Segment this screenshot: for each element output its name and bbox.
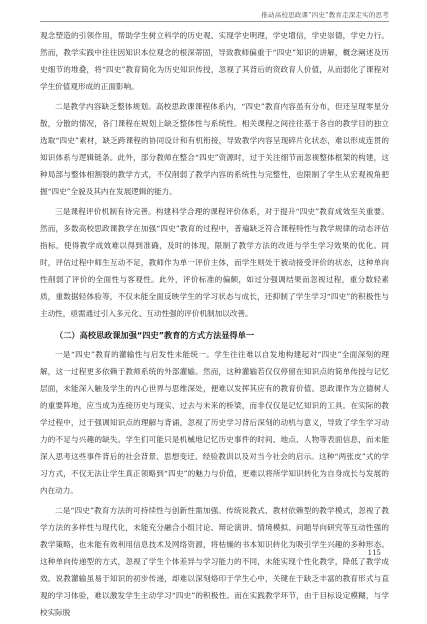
section-title: （二）高校思政课加强“四史”教育的方式方法显得单一: [55, 330, 255, 340]
body-text: [40, 27, 389, 624]
paragraph-2: 二是教学内容缺乏整体规划。高校思政课课程体系内，“四史”教育内容虽有分布，但还呈现零星分散，分散的情况，各门课程在规划上缺乏整体性与系统性。相关课程之间往往基于各自的教学目的独立选取“四史”素材，缺乏跨课程的协同设计和有机衔接，导致教学内容呈现碎片化状态，难以形成连贯的知识体系与逻辑链条。此外，部分教师在整合“四史”资源时，过于关注细节而忽视整体框架的构建，这种局部与整体相割裂的教学方式，不仅削弱了教学内容的系统性与完整性，也限制了学生从宏观视角把握“四史”全貌及其内在发展逻辑的能力。: [40, 102, 389, 196]
running-header: 推动高校思政课“四史”教育走深走实的思考: [261, 11, 389, 19]
paragraph-5: 二是“四史”教育方法的可持续性与创新性需加强。传统说教式、教材依赖型的教学模式，忽视了教学方法的多样性与现代化，未能充分融合小组讨论、辩论演讲、情境模拟、问题导向研究等互动性强的教学策略，也未能有效利用信息技术及网络资源，将枯燥的书本知识转化为吸引学生兴趣的多种形态。这种单向传递型的方式，忽视了学生个体差异与学习能力的不同，未能实现个性化教学，降低了教学成效。说教灌输虽易于知识的初步传递，却难以深刻烙印于学生心中，关键在于缺乏丰富的教育形式与直观的学习体验，难以激发学生主动学习“四史”的积极性。而在实践教学环节，由于目标设定模糊，与学校实际脱: [40, 506, 389, 617]
paragraph-1: 观念塑造的引领作用，帮助学生树立科学的历史观、实现学史明理，学史增信，学史崇德，学史力行。然而，教学实践中往往因知识本位观念的根深蒂固，导致教师偏重于“四史”知识的讲解，概念阐述及历史细节的堆叠，将“四史”教育简化为历史知识传授，忽视了其背后的资政育人价值，从而弱化了课程对学生价值观形成的正面影响。: [40, 31, 389, 91]
header-rule: [40, 21, 389, 22]
paragraph-4: 一是“四史”教育的灌输性与启发性未能统一。学生往往难以自发地构建起对“四史”全面深刻的理解，这一过程更多依赖于教师系统的外部灌输。然而，这种灌输若仅仅停留在知识点的简单传授与记忆层面，未能深入触及学生的内心世界与思维深处，便难以发挥其应有的教育价值。思政课作为立德树人的重要阵地，应当成为连接历史与现实、过去与未来的桥梁，而非仅仅是记忆知识的工具。在实际的教学过程中，过于强调知识点的理解与背诵，忽视了历史学习背后深刻的动机与意义，导致了学生学习动力的不足与兴趣的缺失。学生们可能只是机械地记忆历史事件的时间、地点、人物等表面信息，而未能深入思考这些事件背后的社会背景、思想变迁、经验教训以及对当今社会的启示。这种“两张皮”式的学习方式，不仅无法让学生真正领略到“四史”的魅力与价值，更难以将所学知识转化为自身成长与发展的内在动力。: [40, 350, 389, 495]
paragraph-3: 三是课程评价机制有待完善。构建科学合理的课程评价体系，对于提升“四史”教育成效至关重要。然而，多数高校思政课教学在加强“四史”教育的过程中，普遍缺乏符合课程特性与教学规律的动态评估指标，使得教学成效难以得到准确，及时的体现，限制了教学方法的改进与学生学习效果的优化。同时，评估过程中师生互动不足，教师作为单一评价主体，而学生则处于被动接受评价的状态，这种单向性削弱了评价的全面性与客观性。此外，评价标准的偏颇，如过分强调结果而忽视过程，重分数轻素质，重数据轻体验等，不仅未能全面反映学生的学习状态与成长，还抑制了学生学习“四史”的积极性与主动性，亟需通过引入多元化、互动性强的评价机制加以改善。: [40, 207, 389, 318]
page-number: 115: [367, 549, 381, 557]
